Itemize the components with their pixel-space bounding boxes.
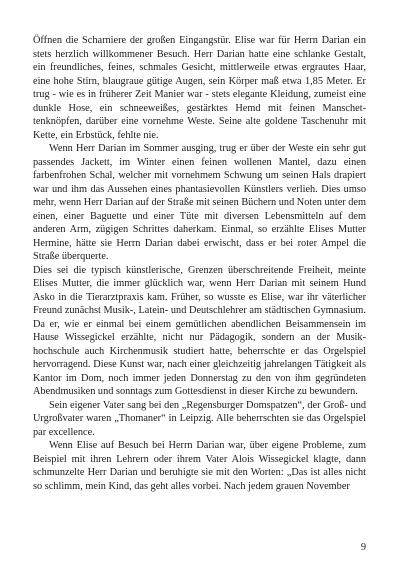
page-number: 9: [360, 542, 366, 553]
paragraph: Dies sei die typisch künstlerische, Grenzen überschreitende Freiheit, meinte Elises Mutter, die immer glücklich war, wenn Herr Darian mit seinem Hund Asko in die Tierarztpraxis kam. Früher, so wusste es Elise, war ihr väterlicher Freund zunächst Musik-, Latein- und Deutschlehrer am städtischen Gymnasium. Da er, wie er einmal bei einem gemütlichen abendlichen Beisammensein im Hause Wissegickel erzählte, nicht nur Pädagogik, sondern an der Musikhochschule auch Kirchenmusik studiert hatte, beherrschte er das Orgelspiel hervorragend. Diese Kunst war, nach einer gleichzeitig jahrelangen Tätigkeit als Kantor im Dom, noch immer jeden Donnerstag zu den von ihm gegründeten Abendmusiken und sonntags zum Gottesdienst in dieser Kirche zu bewundern.: [33, 264, 366, 397]
paragraph: Sein eigener Vater sang bei den „Regensburger Domspatzen“, der Groß- und Urgroßvater waren „Thomaner“ in Leipzig. Alle beherrschten sie das Orgelspiel par excellence.: [33, 399, 366, 438]
body-text: [33, 34, 366, 493]
paragraph: Wenn Elise auf Besuch bei Herrn Darian war, über eigene Probleme, zum Beispiel mit ihren Lehrern oder ihrem Vater Alois Wissegickel klagte, dann schmunzelte Herr Darian und beruhigte sie mit den Worten: „Das ist alles nicht so schlimm, mein Kind, das geht alles vorbei. Nach jedem grauen November: [33, 440, 366, 492]
paragraph: Wenn Herr Darian im Sommer ausging, trug er über der Weste ein sehr gut passendes Jackett, im Winter einen feinen wollenen Mantel, dazu einen farbenfrohen Schal, welcher mit vornehmem Schwung um seinen Hals drapiert war und ihm das Aussehen eines phantasievollen Künstlers verlieh. Dies umso mehr, wenn Herr Darian auf der Straße mit seinen Büchern und Noten unter dem einen, einer Baguette und einer Tüte mit diversen Lebensmitteln auf dem anderen Arm, zügigen Schrittes daherkam. Einmal, so erzählte Elises Mutter Hermine, hätte sie Herrn Darian dabei erwischt, dass er bei roter Ampel die Straße überquerte.: [33, 143, 366, 262]
paragraph: Öffnen die Scharniere der großen Eingangstür. Elise war für Herrn Darian ein stets herzlich willkommener Besuch. Herr Darian hatte eine schlanke Gestalt, ein freundliches, feines, schmales Gesicht, mittlerweile etwas ergrautes Haar, eine hohe Stirn, blaugraue gütige Augen, sein Körper maß etwa 1,85 Meter. Er trug - wie es in früherer Zeit Manier war - stets elegante Kleidung, zumeist eine dunkle Hose, ein schneeweißes, gestärktes Hemd mit feinen Manschettenknöpfen, darüber eine vornehme Weste. Seine alte goldene Taschenuhr mit Kette, ein Erbstück, fehlte nie.: [33, 35, 366, 141]
